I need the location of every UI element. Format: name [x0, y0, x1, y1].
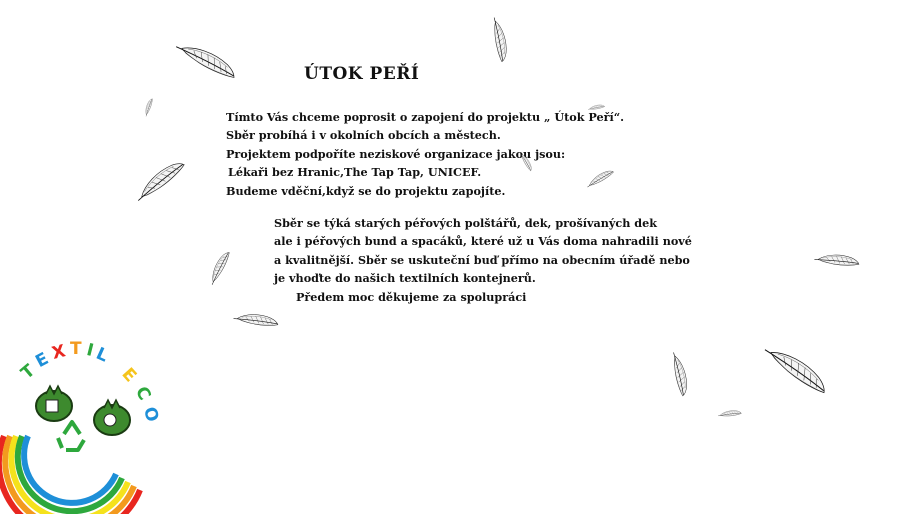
intro-line-organizations: Lékaři bez Hranic,The Tap Tap, UNICEF. [228, 165, 482, 180]
rainbow-arc-blue [24, 436, 116, 503]
feather-icon [196, 226, 252, 296]
thanks-line: Předem moc děkujeme za spolupráci [296, 289, 527, 304]
svg-text:E: E [117, 364, 141, 387]
feather-icon [132, 74, 172, 124]
feather-icon [128, 146, 208, 206]
textile-bag-icon [94, 400, 130, 435]
feather-icon [582, 154, 636, 194]
svg-text:L: L [92, 343, 111, 367]
svg-text:T: T [17, 360, 40, 384]
feather-icon [716, 398, 766, 428]
details-line: a kvalitnější. Sběr se uskuteční buď přímo na obecním úřadě nebo [274, 252, 690, 267]
feather-icon [586, 94, 626, 118]
intro-line: Tímto Vás chceme poprosit o zapojení do projektu „ Útok Peří“. [226, 110, 625, 124]
textile-bag-icon [36, 386, 72, 421]
feather-icon [756, 334, 848, 416]
svg-text:C: C [130, 383, 155, 404]
svg-text:T: T [70, 340, 82, 359]
feather-icon [802, 246, 888, 278]
feather-icon [222, 306, 306, 338]
feather-icon [170, 36, 260, 96]
rainbow-arc-green [18, 436, 122, 511]
feather-icon [470, 6, 530, 86]
details-paragraph [274, 214, 692, 306]
logo-text: TEXTIL ECO [0, 340, 7, 341]
svg-text:I: I [84, 340, 96, 361]
intro-line: Projektem podpoříte neziskové organizace jakou jsou: [226, 146, 566, 161]
intro-paragraph [226, 108, 624, 200]
details-line: ale i péřových bund a spacáků, které už u Vás doma nahradili nové [274, 234, 692, 249]
svg-text:E: E [32, 348, 53, 373]
textil-eco-logo [0, 340, 175, 514]
svg-text:X: X [49, 341, 68, 364]
svg-text:O: O [139, 404, 163, 424]
feather-icon [652, 334, 708, 424]
recycle-icon [58, 422, 84, 450]
intro-line: Budeme vděční,když se do projektu zapojíte. [226, 183, 506, 198]
details-line: je vhoďte do našich textilních kontejnerů. [274, 271, 536, 286]
details-line: Sběr se týká starých péřových polštářů, dek, prošívaných dek [274, 216, 657, 230]
feather-icon [510, 144, 550, 194]
page-title: ÚTOK PEŘÍ [304, 64, 420, 84]
intro-line: Sběr probíhá i v okolních obcích a městech. [226, 128, 501, 143]
